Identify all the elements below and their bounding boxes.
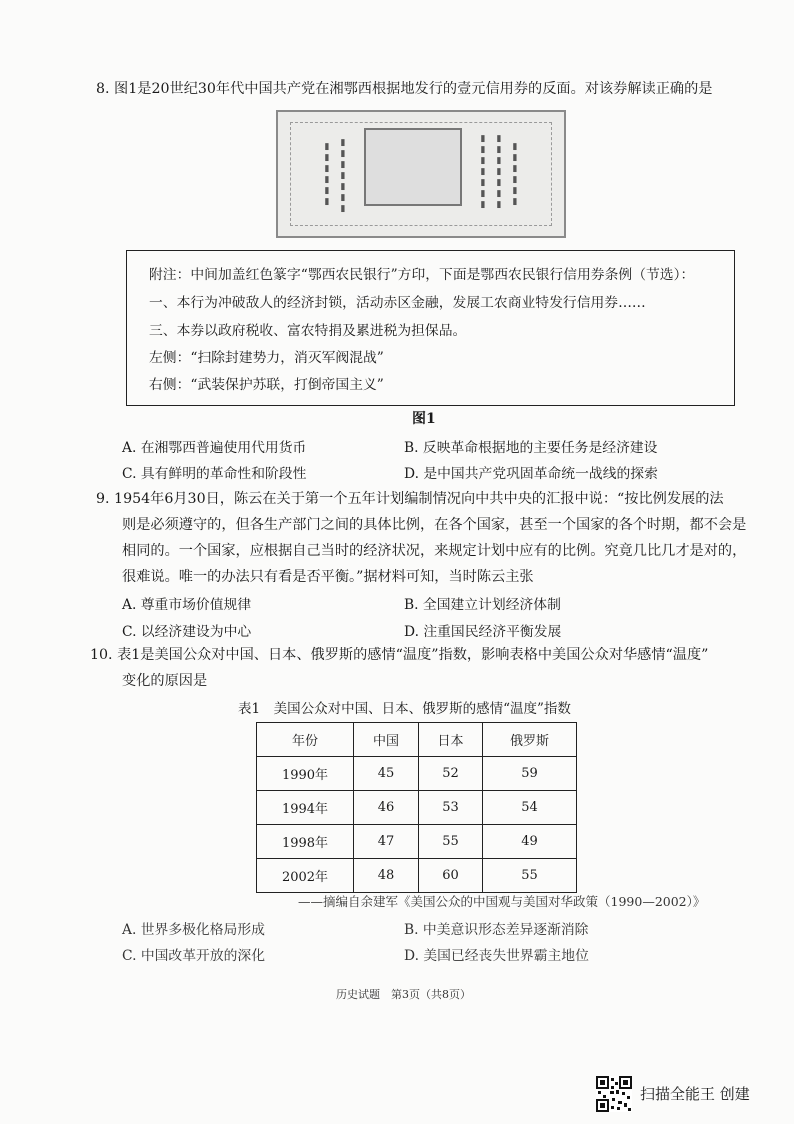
table-cell: 55 — [483, 859, 577, 893]
note-right-text-3: ▮▮▮▮▮▮ — [510, 142, 520, 208]
page-footer: 历史试题 第3页（共8页） — [336, 988, 471, 1001]
question-8-stem: 8. 图1是20世纪30年代中国共产党在湘鄂西根据地发行的壹元信用券的反面。对该券解读正确的是 — [96, 81, 713, 97]
table-cell: 53 — [419, 791, 483, 825]
note-line-4: 左侧：“扫除封建势力，消灭军阀混战” — [149, 350, 384, 366]
table-cell: 47 — [354, 825, 419, 859]
table-1-title: 表1 美国公众对中国、日本、俄罗斯的感情“温度”指数 — [238, 701, 571, 717]
table-row — [257, 757, 577, 791]
q10-option-b: B. 中美意识形态差异逐渐消除 — [404, 922, 589, 938]
q8-option-b: B. 反映革命根据地的主要任务是经济建设 — [404, 440, 658, 456]
table-header-russia: 俄罗斯 — [483, 723, 577, 757]
note-line-1: 附注：中间加盖红色篆字“鄂西农民银行”方印，下面是鄂西农民银行信用券条例（节选）： — [149, 267, 695, 283]
note-line-3: 三、本券以政府税收、富农特捐及累进税为担保品。 — [149, 323, 467, 339]
table-row — [257, 859, 577, 893]
table-row — [257, 791, 577, 825]
q9-option-b: B. 全国建立计划经济体制 — [404, 597, 561, 613]
figure-1-caption: 图1 — [412, 411, 436, 427]
q9-option-a: A. 尊重市场价值规律 — [122, 597, 252, 613]
q8-option-c: C. 具有鲜明的革命性和阶段性 — [122, 466, 307, 482]
table-cell: 1994年 — [257, 791, 354, 825]
note-line-5: 右侧：“武装保护苏联，打倒帝国主义” — [149, 377, 384, 393]
note-right-text-2: ▮▮▮▮▮▮▮ — [494, 134, 504, 211]
q10-option-a: A. 世界多极化格局形成 — [122, 922, 265, 938]
table-cell: 55 — [419, 825, 483, 859]
q8-option-d: D. 是中国共产党巩固革命统一战线的探索 — [404, 466, 658, 482]
table-header-japan: 日本 — [419, 723, 483, 757]
q10-option-c: C. 中国改革开放的深化 — [122, 948, 266, 964]
question-9-line-2: 则是必须遵守的，但各生产部门之间的具体比例，在各个国家，甚至一个国家的各个时期，都不会是 — [122, 517, 747, 533]
table-cell: 1990年 — [257, 757, 354, 791]
table-cell: 45 — [354, 757, 419, 791]
table-header-year: 年份 — [257, 723, 354, 757]
question-10-line-1: 10. 表1是美国公众对中国、日本、俄罗斯的感情“温度”指数，影响表格中美国公众对华感情“温度” — [90, 647, 709, 663]
table-cell: 1998年 — [257, 825, 354, 859]
table-cell: 59 — [483, 757, 577, 791]
table-cell: 49 — [483, 825, 577, 859]
question-10-line-2: 变化的原因是 — [122, 673, 208, 689]
scanner-watermark: 扫描全能王 创建 — [640, 1085, 750, 1103]
table-row — [257, 825, 577, 859]
question-9-line-3: 相同的。一个国家，应根据自己当时的经济状况，来规定计划中应有的比例。究竟几比几才是对的， — [122, 543, 747, 559]
note-left-text: ▮▮▮▮▮▮ — [322, 142, 332, 208]
table-header-china: 中国 — [354, 723, 419, 757]
note-right-text: ▮▮▮▮▮▮▮ — [478, 134, 488, 211]
note-line-2: 一、本行为冲破敌人的经济封锁，活动赤区金融，发展工农商业特发行信用券…… — [149, 295, 646, 311]
table-1 — [256, 722, 577, 893]
table-source: ——摘编自余建军《美国公众的中国观与美国对华政策（1990—2002）》 — [298, 894, 706, 909]
table-cell: 48 — [354, 859, 419, 893]
note-center-seal — [364, 128, 462, 206]
qr-code-icon — [596, 1076, 632, 1112]
note-left-text-2: ▮▮▮▮▮▮▮ — [338, 138, 348, 215]
question-9-line-4: 很难说。唯一的办法只有看是否平衡。”据材料可知，当时陈云主张 — [122, 569, 534, 585]
table-header-row — [257, 723, 577, 757]
question-9-line-1: 9. 1954年6月30日，陈云在关于第一个五年计划编制情况向中共中央的汇报中说：“按比例发展的法 — [96, 491, 724, 507]
q8-option-a: A. 在湘鄂西普遍使用代用货币 — [122, 440, 307, 456]
table-cell: 60 — [419, 859, 483, 893]
table-cell: 52 — [419, 757, 483, 791]
q9-option-d: D. 注重国民经济平衡发展 — [404, 624, 562, 640]
credit-note-image — [276, 110, 566, 238]
q10-option-d: D. 美国已经丧失世界霸主地位 — [404, 948, 589, 964]
table-cell: 54 — [483, 791, 577, 825]
table-cell: 46 — [354, 791, 419, 825]
table-cell: 2002年 — [257, 859, 354, 893]
figure-1-notes — [126, 250, 735, 406]
q9-option-c: C. 以经济建设为中心 — [122, 624, 252, 640]
